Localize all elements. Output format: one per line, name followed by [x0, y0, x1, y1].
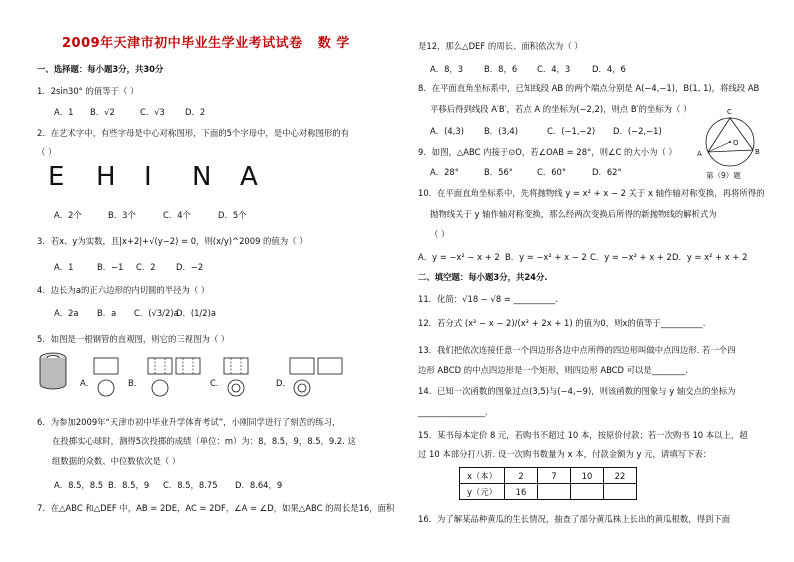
q5-option-c-views	[222, 356, 282, 398]
table-cell: 7	[538, 468, 571, 484]
table-cell	[538, 484, 571, 500]
q9-circle-figure	[698, 112, 762, 174]
table-row	[460, 484, 637, 500]
exam-title: 2009年天津市初中毕业生学业考试试卷	[62, 36, 303, 51]
q10-option-a: A．y = −x² − x + 2	[418, 252, 500, 262]
q9-stem: 9．如图，△ABC 内接于⊙O，若∠OAB = 28°，则∠C 的大小为（ ）	[418, 147, 677, 157]
exam-subject: 数 学	[317, 36, 350, 51]
q4-stem: 4．边长为a的正六边形的内切圆的半径为（ ）	[37, 285, 210, 295]
q4-option-b: B．a	[97, 308, 117, 318]
page-title	[62, 38, 350, 49]
section-fill-heading: 二、填空题：每小题3分，共24分.	[418, 272, 548, 282]
q2-option-b: B．3个	[108, 210, 136, 220]
q9-option-d: D．62°	[592, 167, 622, 177]
q5-option-b: B．	[128, 378, 143, 388]
q1-option-c: C．√3	[140, 107, 165, 117]
q6-line3: 组数据的众数、中位数依次是（ ）	[52, 456, 181, 466]
q7-line1: 7．在△ABC 和△DEF 中，AB = 2DE，AC = 2DF，∠A = ∠D，如果△ABC 的周长是16，面积	[37, 503, 395, 513]
q3-option-d: D．−2	[176, 262, 204, 272]
section-choice-heading: 一、选择题：每小题3分，共30分	[37, 64, 164, 74]
q9-label-a: A	[697, 150, 702, 158]
q2-option-d: D．5个	[218, 210, 247, 220]
q12: 12．若分式 (x² − x − 2)/(x² + 2x + 1) 的值为0，则x的值等于__________.	[418, 318, 706, 328]
q10-option-b: B．y = −x² + x − 2	[505, 252, 587, 262]
q5-option-b-views	[146, 356, 206, 398]
q13-line1: 13．我们把依次连接任意一个四边形各边中点所得的四边形叫做中点四边形. 若一个四	[418, 345, 736, 355]
table-cell	[571, 484, 604, 500]
q9-label-b: B	[755, 148, 760, 156]
q4-option-d: D．(1/2)a	[176, 308, 216, 318]
q3-stem: 3．若x、y为实数，且|x+2|+√(y−2) = 0，则(x/y)^2009 的值为（ ）	[37, 236, 308, 246]
q10-line2: 抛物线关于 y 轴作轴对称变换，那么经两次变换后所得的新抛物线的解析式为	[430, 209, 717, 219]
q6-line1: 6．为参加2009年“天津市初中毕业升学体育考试”，小刚同学进行了刻苦的练习，	[37, 417, 341, 427]
table-cell: 10	[571, 468, 604, 484]
q7-option-a: A．8，3	[430, 64, 464, 74]
q8-option-b: B．(3,4)	[484, 126, 518, 136]
q14-line1: 14．已知一次函数的图象过点(3,5)与(−4,−9)，则该函数的图象与 y 轴交点的坐标为	[418, 386, 736, 396]
table-cell: x（本）	[460, 468, 505, 484]
q7-option-c: C．4，3	[537, 64, 571, 74]
q2-option-a: A．2个	[54, 210, 82, 220]
q2-option-c: C．4个	[163, 210, 191, 220]
q10-line1: 10．在平面直角坐标系中，先将抛物线 y = x² + x − 2 关于 x 轴作轴对称变换，再将所得的	[418, 188, 765, 198]
table-cell: y（元）	[460, 484, 505, 500]
letter-a: A	[240, 162, 258, 192]
q5-option-c: C．	[210, 378, 225, 388]
q6-option-a: A．8.5，8.5	[54, 480, 104, 490]
q1-option-a: A．1	[54, 107, 74, 117]
letter-e: E	[48, 162, 65, 192]
q9-label-c: C	[727, 108, 732, 116]
pipe-body	[40, 358, 66, 389]
q9-option-b: B．56°	[484, 167, 513, 177]
q1-stem: 1．2sin30° 的值等于（ ）	[37, 86, 139, 96]
q3-option-c: C．2	[136, 262, 156, 272]
q15-line2: 过 10 本部分打八折. 设一次购书数量为 x 本，付款金额为 y 元，请填写下表：	[418, 449, 712, 459]
q3-option-b: B．−1	[97, 262, 124, 272]
q5-steel-pipe-figure	[38, 352, 68, 392]
table-row	[460, 468, 637, 484]
q5-option-d: D．	[276, 378, 291, 388]
q10-line3: （ ）	[430, 229, 450, 239]
q5-option-a-views	[92, 356, 122, 398]
q15-line1: 15．某书每本定价 8 元，若购书不超过 10 本，按原价付款；若一次购书 10 本以上，超	[418, 430, 748, 440]
q8-option-c: C．(−1,−2)	[547, 126, 596, 136]
q15-table	[459, 467, 637, 500]
q6-option-b: B．8.5，9	[108, 480, 150, 490]
table-cell: 22	[604, 468, 637, 484]
q1-option-d: D．2	[185, 107, 206, 117]
q6-line2: 在投掷实心球时，测得5次投掷的成绩（单位：m）为：8，8.5，9，8.5，9.2. 这	[52, 436, 356, 446]
q6-option-c: C．8.5，8.75	[163, 480, 218, 490]
q8-line2: 平移后得到线段 A′B′，若点 A 的坐标为(−2,2)，则点 B′的坐标为（ ）	[430, 104, 692, 114]
q2-letters	[48, 162, 288, 192]
q14-line2: ________________.	[418, 407, 488, 417]
table-cell	[604, 484, 637, 500]
q5-stem: 5．如图是一根钢管的直观图，则它的三视图为（ ）	[37, 334, 230, 344]
q3-option-a: A．1	[54, 262, 74, 272]
q10-option-d: D．y = x² + x + 2	[672, 252, 748, 262]
table-cell: 16	[505, 484, 538, 500]
q7-option-d: D．4，6	[592, 64, 626, 74]
q10-option-c: C．y = −x² + x + 2	[590, 252, 672, 262]
letter-h: H	[96, 162, 116, 192]
q7-line2: 是12，那么△DEF 的周长、面积依次为（ ）	[418, 41, 583, 51]
q6-option-d: D．8.64，9	[235, 480, 283, 490]
q8-option-d: D．(−2,−1)	[613, 126, 662, 136]
q2-line2: （ ）	[37, 147, 57, 157]
letter-i: I	[144, 162, 152, 192]
q11: 11．化简：√18 − √8 = __________.	[418, 294, 559, 304]
q5-option-d-views	[288, 356, 348, 398]
q9-option-c: C．60°	[537, 167, 567, 177]
q4-option-a: A．2a	[54, 308, 79, 318]
q4-option-c: C．(√3/2)a	[134, 308, 179, 318]
table-cell: 2	[505, 468, 538, 484]
q1-option-b: B．√2	[90, 107, 115, 117]
q9-caption: 第（9）题	[706, 171, 741, 180]
q2-line1: 2．在艺术字中，有些字母是中心对称图形，下面的5个字母中，是中心对称图形的有	[37, 128, 350, 138]
q5-option-a: A．	[80, 378, 95, 388]
q7-option-b: B．8，6	[484, 64, 518, 74]
q16: 16．为了解某品种黄瓜的生长情况，抽查了部分黄瓜株上长出的黄瓜根数，得到下面	[418, 514, 731, 524]
q9-label-o: O	[733, 139, 739, 147]
letter-n: N	[192, 162, 212, 192]
q9-option-a: A．28°	[430, 167, 459, 177]
q13-line2: 边形 ABCD 的中点四边形是一个矩形，则四边形 ABCD 可以是________.	[418, 365, 688, 375]
q8-option-a: A．(4,3)	[430, 126, 464, 136]
q8-line1: 8．在平面直角坐标系中，已知线段 AB 的两个端点分别是 A(−4,−1)，B(1, 1)，将线段 AB	[418, 83, 760, 93]
